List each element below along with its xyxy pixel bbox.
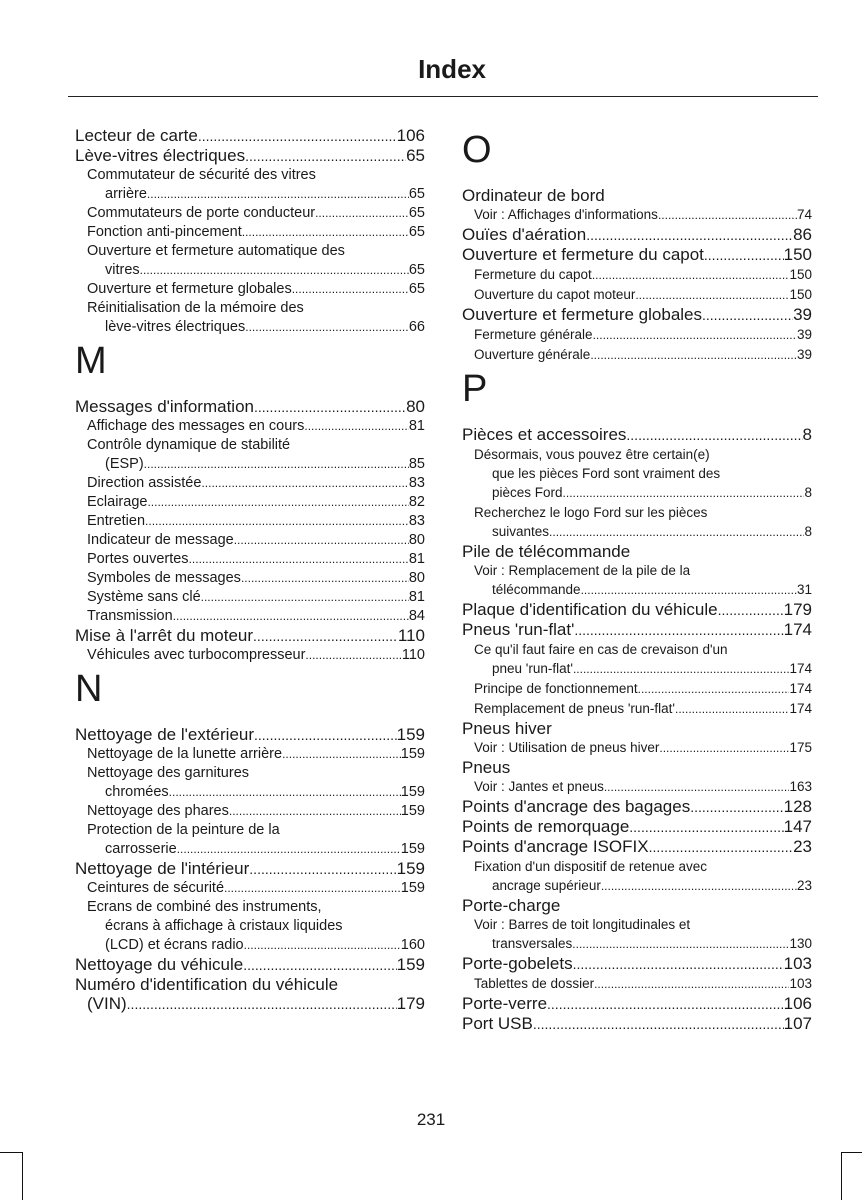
- dot-leader: [573, 955, 784, 974]
- index-subentry: [75, 455, 425, 474]
- dot-leader: [533, 1015, 784, 1034]
- index-subentry: [75, 840, 425, 859]
- index-page-ref: 39: [796, 327, 812, 342]
- index-entry-label: Remplacement de pneus 'run-flat': [474, 701, 676, 716]
- index-entry-label: Ouverture et fermeture du capot: [462, 245, 704, 264]
- index-section-letter: N: [75, 668, 103, 710]
- index-subentry: [462, 580, 812, 600]
- index-entry-label: Nettoyage de l'intérieur: [75, 859, 250, 878]
- index-entry-label: Voir : Affichages d'informations: [474, 207, 658, 222]
- index-page-ref: 150: [789, 287, 812, 302]
- dot-leader: [254, 398, 406, 417]
- index-entry-label: Points d'ancrage ISOFIX: [462, 837, 649, 856]
- dot-leader: [573, 660, 790, 679]
- index-subentry: [462, 679, 812, 699]
- index-entry-text: Ce qu'il faut faire en cas de crevaison d'un: [474, 642, 728, 657]
- index-entry: [462, 719, 812, 738]
- index-subentry: [462, 777, 812, 797]
- crop-mark: [22, 1152, 23, 1200]
- index-entry-label: Nettoyage de la lunette arrière: [87, 746, 283, 762]
- index-entry-label: suivantes: [492, 524, 550, 539]
- index-subentry: [75, 318, 425, 337]
- crop-mark: [0, 1152, 22, 1153]
- index-page-ref: 65: [408, 205, 425, 221]
- index-entry-text: Numéro d'identification du véhicule: [75, 975, 339, 994]
- index-entry-label: Messages d'information: [75, 397, 254, 416]
- dot-leader: [282, 745, 401, 764]
- index-entry-label: Ceintures de sécurité: [87, 880, 225, 896]
- index-entry: [75, 126, 425, 146]
- dot-leader: [147, 493, 408, 512]
- index-entry-label: Tablettes de dossier: [474, 976, 595, 991]
- index-entry-label: Porte-charge: [462, 896, 561, 915]
- index-entry-label: Nettoyage de l'extérieur: [75, 725, 255, 744]
- index-entry-label: Pneus hiver: [462, 719, 552, 738]
- index-subentry: [462, 876, 812, 896]
- dot-leader: [147, 185, 409, 204]
- index-subentry: [462, 522, 812, 542]
- index-entry-label: Nettoyage du véhicule: [75, 955, 244, 974]
- index-page-ref: 8: [804, 524, 812, 539]
- index-entry-label: pneu 'run-flat': [492, 661, 573, 676]
- dot-leader: [253, 627, 398, 646]
- index-entry: [462, 817, 812, 837]
- index-page-ref: 23: [793, 837, 812, 856]
- index-subentry: [462, 974, 812, 994]
- index-entry: [462, 620, 812, 640]
- index-section-letter: P: [462, 368, 488, 410]
- index-entry: [462, 797, 812, 817]
- index-entry: [75, 955, 425, 975]
- index-subentry: [75, 569, 425, 588]
- index-column-right: [462, 126, 812, 1034]
- index-entry-label: Système sans clé: [87, 589, 201, 605]
- index-page-ref: 8: [802, 425, 812, 444]
- index-page-ref: 65: [408, 224, 425, 240]
- index-page-ref: 175: [789, 740, 812, 755]
- index-entry-text: Désormais, vous pouvez être certain(e): [474, 447, 710, 462]
- index-entry-label: Commutateurs de porte conducteur: [87, 205, 316, 221]
- index-subentry: [75, 783, 425, 802]
- index-entry: [462, 245, 812, 265]
- dot-leader: [145, 512, 409, 531]
- dot-leader: [173, 607, 409, 626]
- index-entry: [462, 425, 812, 445]
- index-entry-label: Ouverture générale: [474, 347, 591, 362]
- index-entry: [462, 225, 812, 245]
- index-subentry: [75, 280, 425, 299]
- header-divider: [68, 96, 818, 97]
- index-entry-label: Transmission: [87, 608, 173, 624]
- index-entry-label: Direction assistée: [87, 475, 202, 491]
- index-page-ref: 110: [401, 647, 425, 663]
- index-entry: [75, 146, 425, 166]
- index-entry-label: télécommande: [492, 582, 581, 597]
- index-page-ref: 110: [397, 626, 425, 645]
- index-subentry: [462, 345, 812, 365]
- index-page-ref: 159: [400, 803, 425, 819]
- index-page-ref: 66: [408, 319, 425, 335]
- index-entry: [462, 837, 812, 857]
- index-page-ref: 23: [796, 878, 812, 893]
- index-page-ref: 174: [789, 701, 812, 716]
- index-entry-label: lève-vitres électriques: [105, 319, 246, 335]
- index-entry: [75, 994, 425, 1014]
- index-entry-text: Fixation d'un dispositif de retenue avec: [474, 859, 707, 874]
- index-entry-label: Porte-gobelets: [462, 954, 573, 973]
- dot-leader: [234, 531, 409, 550]
- index-subentry: [75, 474, 425, 493]
- index-subentry: [462, 265, 812, 285]
- index-page-ref: 107: [783, 1014, 812, 1033]
- index-entry-text: Réinitialisation de la mémoire des: [87, 300, 304, 316]
- dot-leader: [242, 223, 409, 242]
- index-page-ref: 65: [408, 281, 425, 297]
- index-entry-label: Principe de fonctionnement: [474, 681, 638, 696]
- index-page-ref: 159: [400, 746, 425, 762]
- index-entry: [462, 542, 812, 561]
- dot-leader: [581, 581, 797, 600]
- index-page-ref: 103: [789, 976, 812, 991]
- dot-leader: [229, 802, 401, 821]
- index-entry-text: Protection de la peinture de la: [87, 822, 280, 838]
- index-page-ref: 174: [789, 681, 812, 696]
- index-page-ref: 65: [408, 186, 425, 202]
- dot-leader: [626, 426, 802, 445]
- index-page-ref: 65: [408, 262, 425, 278]
- dot-leader: [658, 206, 797, 225]
- index-entry-label: Lève-vitres électriques: [75, 146, 246, 165]
- dot-leader: [177, 840, 401, 859]
- index-entry-label: vitres: [105, 262, 140, 278]
- page-number: 231: [416, 1110, 446, 1129]
- index-subentry: [75, 493, 425, 512]
- index-page-ref: 174: [789, 661, 812, 676]
- index-entry-label: Voir : Jantes et pneus: [474, 779, 604, 794]
- dot-leader: [563, 484, 805, 503]
- dot-leader: [704, 246, 784, 265]
- dot-leader: [635, 286, 789, 305]
- index-entry-label: Pneus 'run-flat': [462, 620, 575, 639]
- index-subentry: [75, 879, 425, 898]
- index-subentry: [75, 745, 425, 764]
- index-entry-text: que les pièces Ford sont vraiment des: [492, 466, 721, 481]
- index-page-ref: 163: [789, 779, 812, 794]
- index-entry-label: Entretien: [87, 513, 146, 529]
- index-subentry: [462, 659, 812, 679]
- dot-leader: [201, 588, 409, 607]
- index-subentry: [75, 936, 425, 955]
- index-entry-label: Ouverture du capot moteur: [474, 287, 636, 302]
- index-entry-text: Commutateur de sécurité des vitres: [87, 167, 316, 183]
- index-entry: [462, 305, 812, 325]
- index-entry: [462, 954, 812, 974]
- index-page-ref: 159: [400, 841, 425, 857]
- index-page-ref: 86: [793, 225, 812, 244]
- index-entry-label: pièces Ford: [492, 485, 563, 500]
- index-page-ref: 8: [804, 485, 812, 500]
- index-entry-label: Points d'ancrage des bagages: [462, 797, 691, 816]
- index-entry-label: Plaque d'identification du véhicule: [462, 600, 718, 619]
- dot-leader: [169, 783, 401, 802]
- index-page-ref: 84: [408, 608, 425, 624]
- crop-mark: [842, 1152, 862, 1153]
- dot-leader: [144, 455, 409, 474]
- index-entry-label: Nettoyage des phares: [87, 803, 229, 819]
- index-page-ref: 31: [796, 582, 812, 597]
- index-subentry: [462, 325, 812, 345]
- index-entry-label: Affichage des messages en cours: [87, 418, 305, 434]
- dot-leader: [572, 935, 789, 954]
- index-page-ref: 83: [408, 513, 425, 529]
- index-page-ref: 85: [408, 456, 425, 472]
- index-subentry: [75, 588, 425, 607]
- index-entry-label: Eclairage: [87, 494, 148, 510]
- index-subentry: [75, 261, 425, 280]
- index-entry: [462, 600, 812, 620]
- index-entry-label: Ordinateur de bord: [462, 186, 605, 205]
- dot-leader: [140, 261, 409, 280]
- dot-leader: [593, 326, 797, 345]
- index-subentry: [75, 550, 425, 569]
- index-entry-text: Ouverture et fermeture automatique des: [87, 243, 345, 259]
- index-entry-label: Symboles de messages: [87, 570, 241, 586]
- dot-leader: [201, 474, 408, 493]
- dot-leader: [254, 726, 397, 745]
- dot-leader: [304, 417, 409, 436]
- index-entry-label: Fonction anti-pincement: [87, 224, 242, 240]
- index-page-ref: 65: [406, 146, 425, 165]
- index-entry-label: (VIN): [87, 994, 127, 1013]
- index-page-ref: 103: [783, 954, 812, 973]
- index-page-ref: 81: [408, 589, 425, 605]
- index-entry-label: Pneus: [462, 758, 511, 777]
- dot-leader: [649, 838, 794, 857]
- index-page-ref: 174: [783, 620, 812, 639]
- page-title: Index: [418, 54, 486, 84]
- dot-leader: [586, 226, 793, 245]
- index-subentry: [75, 802, 425, 821]
- dot-leader: [243, 956, 396, 975]
- index-page-ref: 81: [408, 551, 425, 567]
- index-entry-text: Recherchez le logo Ford sur les pièces: [474, 505, 708, 520]
- index-page-ref: 159: [396, 859, 425, 878]
- index-column-left: [75, 126, 425, 1014]
- index-page-ref: 80: [406, 397, 425, 416]
- index-page-ref: 106: [783, 994, 812, 1013]
- dot-leader: [241, 569, 409, 588]
- dot-leader: [224, 879, 401, 898]
- dot-leader: [244, 936, 401, 955]
- index-subentry: [75, 417, 425, 436]
- index-entry-label: transversales: [492, 936, 573, 951]
- index-entry-text: Nettoyage des garnitures: [87, 765, 250, 781]
- dot-leader: [675, 700, 789, 719]
- index-page-ref: 159: [400, 784, 425, 800]
- index-entry-label: Fermeture du capot: [474, 267, 592, 282]
- index-page-ref: 159: [400, 880, 425, 896]
- index-page-ref: 80: [408, 532, 425, 548]
- index-subentry: [462, 483, 812, 503]
- index-entry: [462, 186, 812, 205]
- index-entry-label: Pile de télécommande: [462, 542, 631, 561]
- index-entry-label: Voir : Utilisation de pneus hiver: [474, 740, 660, 755]
- index-entry-label: Ouverture et fermeture globales: [87, 281, 292, 297]
- index-subentry: [75, 185, 425, 204]
- index-entry-label: Indicateur de message: [87, 532, 234, 548]
- index-entry-label: carrosserie: [105, 841, 177, 857]
- dot-leader: [592, 266, 790, 285]
- dot-leader: [702, 306, 793, 325]
- index-subentry: [462, 205, 812, 225]
- index-section-letter: O: [462, 129, 492, 171]
- dot-leader: [594, 975, 789, 994]
- index-subentry: [75, 512, 425, 531]
- index-subentry: [462, 934, 812, 954]
- dot-leader: [549, 523, 804, 542]
- index-entry: [462, 896, 812, 915]
- index-subentry: [462, 699, 812, 719]
- index-entry-label: arrière: [105, 186, 147, 202]
- index-entry: [75, 859, 425, 879]
- index-page-ref: 179: [783, 600, 812, 619]
- index-entry: [462, 1014, 812, 1034]
- index-entry-label: Pièces et accessoires: [462, 425, 627, 444]
- dot-leader: [629, 818, 783, 837]
- index-entry: [75, 626, 425, 646]
- index-entry-text: Contrôle dynamique de stabilité: [87, 437, 291, 453]
- index-subentry: [75, 204, 425, 223]
- dot-leader: [638, 680, 790, 699]
- index-subentry: [75, 223, 425, 242]
- index-page-ref: 128: [783, 797, 812, 816]
- index-entry-label: Véhicules avec turbocompresseur: [87, 647, 306, 663]
- index-section-letter: M: [75, 340, 107, 382]
- index-entry-text: Ecrans de combiné des instruments,: [87, 899, 322, 915]
- index-subentry: [75, 607, 425, 626]
- index-page-ref: 80: [408, 570, 425, 586]
- index-page-ref: 147: [783, 817, 812, 836]
- index-entry-label: (ESP): [105, 456, 144, 472]
- index-subentry: [75, 646, 425, 665]
- index-subentry: [462, 285, 812, 305]
- dot-leader: [198, 127, 397, 146]
- index-page-ref: 150: [789, 267, 812, 282]
- dot-leader: [690, 798, 783, 817]
- index-entry-label: Port USB: [462, 1014, 533, 1033]
- dot-leader: [315, 204, 409, 223]
- dot-leader: [292, 280, 409, 299]
- dot-leader: [718, 601, 784, 620]
- index-entry-label: (LCD) et écrans radio: [105, 937, 244, 953]
- index-page-ref: 159: [396, 955, 425, 974]
- index-entry-label: Points de remorquage: [462, 817, 630, 836]
- index-entry: [75, 397, 425, 417]
- index-page-ref: 82: [408, 494, 425, 510]
- index-entry-text: écrans à affichage à cristaux liquides: [105, 918, 343, 934]
- index-page-ref: 83: [408, 475, 425, 491]
- dot-leader: [245, 318, 409, 337]
- index-page-ref: 106: [396, 126, 425, 145]
- index-entry: [75, 725, 425, 745]
- index-entry-label: Ouïes d'aération: [462, 225, 587, 244]
- index-page-ref: 160: [400, 937, 425, 953]
- index-page-ref: 74: [796, 207, 812, 222]
- dot-leader: [249, 860, 396, 879]
- index-entry-label: Fermeture générale: [474, 327, 593, 342]
- dot-leader: [601, 877, 797, 896]
- index-subentry: [75, 531, 425, 550]
- index-entry-text: Voir : Barres de toit longitudinales et: [474, 917, 691, 932]
- index-page-ref: 150: [783, 245, 812, 264]
- index-entry-label: chromées: [105, 784, 169, 800]
- dot-leader: [127, 995, 397, 1014]
- index-entry-label: Portes ouvertes: [87, 551, 189, 567]
- index-entry-label: Lecteur de carte: [75, 126, 198, 145]
- dot-leader: [659, 739, 789, 758]
- index-entry-label: Porte-verre: [462, 994, 548, 1013]
- index-page-ref: 179: [396, 994, 425, 1013]
- index-page-ref: 81: [408, 418, 425, 434]
- index-subentry: [462, 738, 812, 758]
- dot-leader: [574, 621, 783, 640]
- index-entry: [462, 994, 812, 1014]
- index-page-ref: 130: [789, 936, 812, 951]
- index-entry: [462, 758, 812, 777]
- index-page-ref: 39: [796, 347, 812, 362]
- dot-leader: [547, 995, 784, 1014]
- index-entry-label: Mise à l'arrêt du moteur: [75, 626, 254, 645]
- dot-leader: [245, 147, 406, 166]
- index-page-ref: 39: [793, 305, 812, 324]
- dot-leader: [604, 778, 790, 797]
- dot-leader: [189, 550, 409, 569]
- dot-leader: [590, 346, 797, 365]
- index-entry-label: Ouverture et fermeture globales: [462, 305, 703, 324]
- index-entry-text: Voir : Remplacement de la pile de la: [474, 563, 691, 578]
- dot-leader: [305, 646, 401, 665]
- index-entry-label: ancrage supérieur: [492, 878, 601, 893]
- crop-mark: [841, 1152, 842, 1200]
- index-page-ref: 159: [396, 725, 425, 744]
